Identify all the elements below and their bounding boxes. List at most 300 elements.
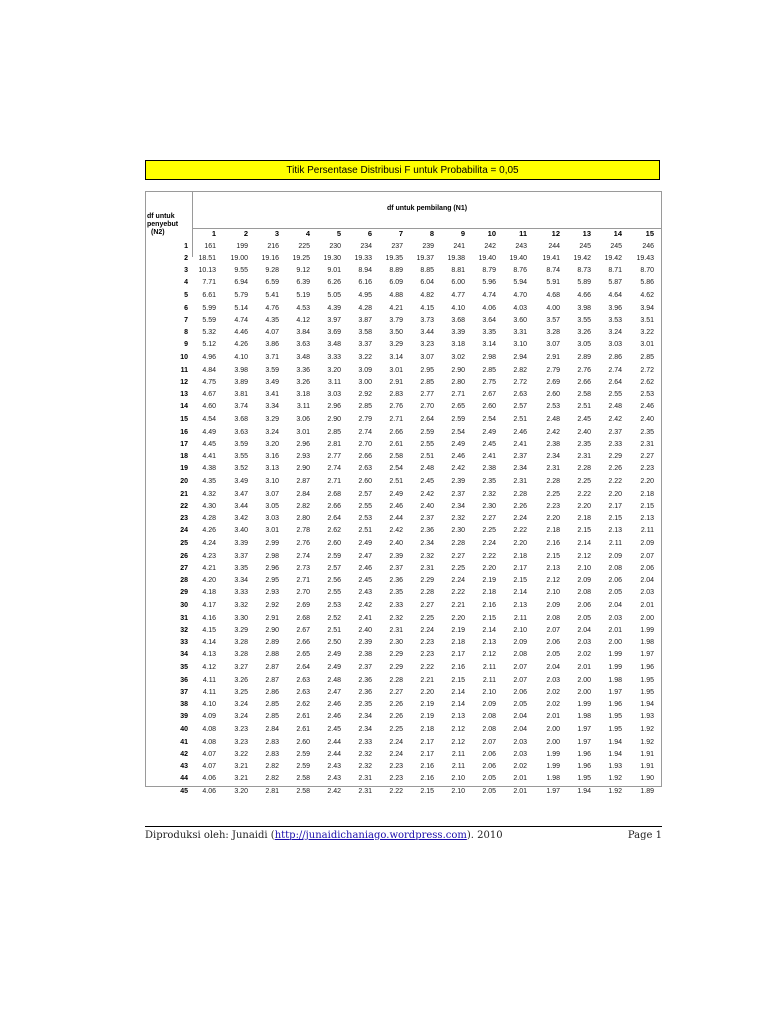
table-cell: 3.52 <box>234 465 248 473</box>
table-cell: 2.11 <box>608 539 622 547</box>
table-cell: 1.95 <box>608 725 622 733</box>
table-cell: 2.85 <box>265 713 279 721</box>
table-cell: 2.42 <box>546 429 560 436</box>
row-header: 8 <box>184 329 188 337</box>
table-cell: 2.09 <box>577 577 591 585</box>
table-cell: 2.58 <box>296 775 310 783</box>
column-header: 11 <box>519 229 527 238</box>
table-cell: 2.00 <box>546 739 560 746</box>
row-header: 26 <box>180 553 188 560</box>
table-cell: 2.40 <box>640 415 654 423</box>
table-cell: 2.06 <box>513 689 527 697</box>
table-cell: 2.27 <box>640 453 654 461</box>
table-cell: 2.37 <box>513 453 527 461</box>
table-cell: 2.22 <box>513 527 527 535</box>
table-cell: 2.31 <box>577 453 591 461</box>
table-cell: 3.97 <box>327 317 341 325</box>
table-cell: 2.46 <box>640 403 654 411</box>
table-cell: 2.40 <box>358 627 372 635</box>
table-cell: 2.28 <box>513 491 527 498</box>
table-cell: 3.63 <box>296 341 310 349</box>
table-cell: 2.19 <box>482 577 496 585</box>
table-cell: 2.22 <box>482 553 496 560</box>
table-cell: 2.26 <box>513 503 527 511</box>
row-header: 5 <box>184 291 188 299</box>
table-cell: 2.48 <box>420 465 434 473</box>
table-cell: 2.73 <box>296 565 310 573</box>
table-cell: 3.58 <box>358 329 372 337</box>
table-cell: 3.32 <box>234 601 248 609</box>
table-cell: 3.53 <box>608 317 622 325</box>
table-cell: 2.06 <box>577 601 591 609</box>
table-cell: 2.59 <box>296 763 310 771</box>
table-cell: 2.14 <box>513 589 527 597</box>
table-cell: 5.79 <box>234 291 248 299</box>
table-cell: 3.68 <box>451 317 465 325</box>
table-cell: 4.12 <box>296 317 310 325</box>
table-cell: 2.57 <box>513 403 527 411</box>
table-cell: 5.12 <box>202 341 216 349</box>
table-cell: 2.32 <box>451 515 465 523</box>
table-cell: 19.38 <box>447 255 465 263</box>
table-cell: 2.31 <box>358 775 372 783</box>
table-cell: 2.46 <box>389 503 403 511</box>
row-header: 45 <box>180 787 188 795</box>
table-cell: 2.67 <box>296 627 310 635</box>
table-cell: 2.30 <box>451 527 465 535</box>
table-cell: 4.24 <box>202 539 216 547</box>
row-header: 39 <box>180 713 188 721</box>
table-cell: 2.21 <box>420 677 434 684</box>
table-cell: 3.35 <box>234 565 248 573</box>
table-cell: 2.61 <box>296 713 310 721</box>
table-cell: 4.21 <box>202 565 216 573</box>
table-cell: 2.34 <box>358 713 372 721</box>
table-cell: 6.39 <box>296 279 310 287</box>
table-cell: 2.96 <box>265 565 279 573</box>
df-numerator-label: df untuk pembilang (N1) <box>386 205 468 212</box>
table-cell: 2.04 <box>513 713 527 721</box>
table-cell: 2.37 <box>358 663 372 671</box>
table-cell: 2.69 <box>296 601 310 609</box>
table-cell: 4.32 <box>202 491 216 498</box>
table-cell: 2.51 <box>513 415 527 423</box>
table-cell: 19.35 <box>385 255 403 263</box>
table-cell: 1.92 <box>640 739 654 746</box>
table-cell: 2.25 <box>577 477 591 485</box>
table-cell: 4.12 <box>202 663 216 671</box>
table-cell: 3.31 <box>513 329 527 337</box>
table-cell: 1.90 <box>640 775 654 783</box>
table-cell: 2.53 <box>327 601 341 609</box>
table-cell: 5.96 <box>482 279 496 287</box>
table-cell: 2.32 <box>358 751 372 759</box>
table-cell: 1.93 <box>608 763 622 771</box>
table-cell: 4.95 <box>358 291 372 299</box>
table-cell: 5.14 <box>234 305 248 312</box>
table-cell: 4.10 <box>451 305 465 312</box>
table-cell: 1.98 <box>608 677 622 684</box>
table-cell: 4.35 <box>202 477 216 485</box>
row-header: 31 <box>180 615 188 622</box>
table-cell: 3.30 <box>234 615 248 622</box>
table-cell: 3.33 <box>234 589 248 597</box>
table-cell: 2.35 <box>640 429 654 436</box>
table-cell: 2.14 <box>482 627 496 635</box>
table-cell: 6.59 <box>265 279 279 287</box>
table-cell: 3.29 <box>265 415 279 423</box>
table-cell: 2.66 <box>327 503 341 511</box>
table-cell: 1.94 <box>608 751 622 759</box>
column-header: 10 <box>487 229 496 238</box>
table-cell: 4.20 <box>202 577 216 585</box>
table-cell: 2.91 <box>546 353 560 361</box>
column-header: 3 <box>274 229 279 238</box>
table-cell: 2.16 <box>546 539 560 547</box>
table-cell: 2.27 <box>482 515 496 523</box>
table-cell: 244 <box>548 243 560 250</box>
table-cell: 2.85 <box>265 701 279 709</box>
row-header: 25 <box>180 539 188 547</box>
table-cell: 2.27 <box>420 601 434 609</box>
table-cell: 2.18 <box>577 515 591 523</box>
table-cell: 3.51 <box>640 317 654 325</box>
table-cell: 4.06 <box>202 787 216 795</box>
table-cell: 2.25 <box>451 565 465 573</box>
table-cell: 2.74 <box>358 429 372 436</box>
table-cell: 6.09 <box>389 279 403 287</box>
table-cell: 2.34 <box>546 453 560 461</box>
table-cell: 2.94 <box>513 353 527 361</box>
table-cell: 6.16 <box>358 279 372 287</box>
table-cell: 2.66 <box>358 453 372 461</box>
table-cell: 2.04 <box>546 663 560 671</box>
table-cell: 2.48 <box>546 415 560 423</box>
table-cell: 2.84 <box>296 491 310 498</box>
table-cell: 2.77 <box>327 453 341 461</box>
table-cell: 3.22 <box>640 329 654 337</box>
table-cell: 1.99 <box>577 701 591 709</box>
table-cell: 2.82 <box>265 763 279 771</box>
table-cell: 2.62 <box>640 379 654 387</box>
table-cell: 2.03 <box>577 639 591 647</box>
table-cell: 2.76 <box>577 367 591 374</box>
table-cell: 2.03 <box>608 615 622 622</box>
table-cell: 2.17 <box>608 503 622 511</box>
table-cell: 2.74 <box>608 367 622 374</box>
table-cell: 2.63 <box>296 677 310 684</box>
row-header: 21 <box>180 491 188 498</box>
table-cell: 5.19 <box>296 291 310 299</box>
table-cell: 2.82 <box>513 367 527 374</box>
row-header: 33 <box>180 639 188 647</box>
table-cell: 4.49 <box>202 429 216 436</box>
table-cell: 18.51 <box>198 255 216 263</box>
table-cell: 4.66 <box>577 291 591 299</box>
table-cell: 3.22 <box>358 353 372 361</box>
table-cell: 2.05 <box>513 701 527 709</box>
table-cell: 2.45 <box>482 441 496 449</box>
table-cell: 3.48 <box>327 341 341 349</box>
table-cell: 2.33 <box>389 601 403 609</box>
table-cell: 4.11 <box>202 677 216 684</box>
table-cell: 2.64 <box>608 379 622 387</box>
table-cell: 2.12 <box>451 725 465 733</box>
table-cell: 3.01 <box>296 429 310 436</box>
table-cell: 4.84 <box>202 367 216 374</box>
table-cell: 2.40 <box>389 539 403 547</box>
table-cell: 2.25 <box>420 615 434 622</box>
table-cell: 2.85 <box>420 379 434 387</box>
table-cell: 2.80 <box>296 515 310 523</box>
table-cell: 1.96 <box>640 663 654 671</box>
table-cell: 4.07 <box>202 763 216 771</box>
row-header: 41 <box>180 739 188 746</box>
table-cell: 19.40 <box>478 255 496 263</box>
table-cell: 2.83 <box>389 391 403 399</box>
table-cell: 2.22 <box>577 491 591 498</box>
table-cell: 2.95 <box>420 367 434 374</box>
table-cell: 4.41 <box>202 453 216 461</box>
table-cell: 2.39 <box>451 477 465 485</box>
table-cell: 2.54 <box>389 465 403 473</box>
table-cell: 3.50 <box>389 329 403 337</box>
table-cell: 2.10 <box>577 565 591 573</box>
table-cell: 2.23 <box>420 651 434 659</box>
column-header: 1 <box>211 229 216 238</box>
table-cell: 2.24 <box>451 577 465 585</box>
row-header: 14 <box>180 403 188 411</box>
table-cell: 3.11 <box>296 403 310 411</box>
footer-link[interactable]: http://junaidichaniago.wordpress.com <box>274 830 467 841</box>
table-cell: 1.97 <box>577 739 591 746</box>
table-cell: 4.03 <box>513 305 527 312</box>
table-cell: 2.03 <box>513 751 527 759</box>
table-cell: 2.09 <box>608 553 622 560</box>
table-cell: 3.47 <box>234 491 248 498</box>
row-header: 11 <box>180 367 188 374</box>
table-cell: 2.60 <box>482 403 496 411</box>
table-cell: 1.98 <box>546 775 560 783</box>
table-cell: 2.18 <box>640 491 654 498</box>
table-cell: 2.36 <box>358 677 372 684</box>
table-cell: 4.64 <box>608 291 622 299</box>
table-cell: 2.08 <box>546 615 560 622</box>
table-cell: 4.46 <box>234 329 248 337</box>
table-cell: 3.24 <box>608 329 622 337</box>
table-cell: 2.70 <box>358 441 372 449</box>
table-cell: 2.70 <box>420 403 434 411</box>
table-cell: 2.09 <box>546 601 560 609</box>
table-cell: 8.74 <box>546 267 560 275</box>
table-cell: 2.05 <box>482 775 496 783</box>
table-cell: 2.38 <box>546 441 560 449</box>
table-cell: 2.72 <box>513 379 527 387</box>
table-cell: 3.29 <box>234 627 248 635</box>
table-cell: 2.88 <box>265 651 279 659</box>
table-cell: 2.42 <box>389 527 403 535</box>
column-header: 9 <box>460 229 465 238</box>
table-cell: 2.23 <box>389 763 403 771</box>
table-cell: 2.55 <box>420 441 434 449</box>
table-cell: 2.90 <box>451 367 465 374</box>
table-cell: 2.46 <box>451 453 465 461</box>
row-header: 32 <box>180 627 188 635</box>
column-header: 13 <box>582 229 591 238</box>
row-header: 18 <box>180 453 188 461</box>
table-cell: 2.00 <box>608 639 622 647</box>
table-cell: 2.61 <box>296 725 310 733</box>
table-cell: 2.09 <box>513 639 527 647</box>
table-cell: 3.37 <box>358 341 372 349</box>
table-cell: 2.29 <box>389 651 403 659</box>
table-cell: 2.55 <box>327 589 341 597</box>
table-cell: 2.17 <box>420 739 434 746</box>
table-cell: 2.22 <box>451 589 465 597</box>
table-cell: 3.35 <box>482 329 496 337</box>
table-cell: 1.93 <box>640 713 654 721</box>
row-header: 34 <box>180 651 188 659</box>
table-cell: 4.06 <box>202 775 216 783</box>
table-cell: 2.46 <box>327 701 341 709</box>
table-cell: 3.21 <box>234 775 248 783</box>
table-cell: 19.41 <box>542 255 560 263</box>
table-cell: 4.10 <box>202 701 216 709</box>
table-cell: 4.08 <box>202 725 216 733</box>
column-header: 5 <box>336 229 341 238</box>
table-cell: 2.71 <box>451 391 465 399</box>
table-cell: 19.16 <box>261 255 279 263</box>
table-cell: 3.00 <box>358 379 372 387</box>
table-cell: 2.18 <box>482 589 496 597</box>
table-cell: 3.20 <box>234 787 248 795</box>
table-cell: 2.92 <box>265 601 279 609</box>
table-cell: 6.00 <box>451 279 465 287</box>
table-cell: 4.62 <box>640 291 654 299</box>
table-cell: 246 <box>642 243 654 250</box>
table-cell: 2.87 <box>265 677 279 684</box>
row-header: 9 <box>184 341 188 349</box>
table-cell: 3.07 <box>265 491 279 498</box>
table-cell: 2.58 <box>389 453 403 461</box>
table-cell: 2.10 <box>451 787 465 795</box>
table-cell: 2.10 <box>546 589 560 597</box>
table-cell: 2.28 <box>420 589 434 597</box>
table-cell: 19.42 <box>604 255 622 263</box>
df-denominator-label-line: penyebut <box>147 221 179 228</box>
table-cell: 1.95 <box>577 775 591 783</box>
table-cell: 2.50 <box>327 639 341 647</box>
table-cell: 2.34 <box>451 503 465 511</box>
table-cell: 2.74 <box>296 553 310 560</box>
table-cell: 2.81 <box>327 441 341 449</box>
table-cell: 3.23 <box>420 341 434 349</box>
table-cell: 4.18 <box>202 589 216 597</box>
table-cell: 2.99 <box>265 539 279 547</box>
table-cell: 2.85 <box>482 367 496 374</box>
table-cell: 2.26 <box>608 465 622 473</box>
table-cell: 4.53 <box>296 305 310 312</box>
table-cell: 2.01 <box>640 601 654 609</box>
table-cell: 2.78 <box>296 527 310 535</box>
table-cell: 4.13 <box>202 651 216 659</box>
table-cell: 1.89 <box>640 787 654 795</box>
table-cell: 2.62 <box>296 701 310 709</box>
table-cell: 2.66 <box>577 379 591 387</box>
table-cell: 4.60 <box>202 403 216 411</box>
table-cell: 2.91 <box>265 615 279 622</box>
table-cell: 1.92 <box>608 775 622 783</box>
table-cell: 1.96 <box>577 763 591 771</box>
table-cell: 3.10 <box>265 477 279 485</box>
table-cell: 2.53 <box>546 403 560 411</box>
table-cell: 2.03 <box>513 739 527 746</box>
table-cell: 3.86 <box>265 341 279 349</box>
table-cell: 2.20 <box>420 689 434 697</box>
table-cell: 2.06 <box>546 639 560 647</box>
table-cell: 3.57 <box>546 317 560 325</box>
footer-prefix: Diproduksi oleh: Junaidi ( <box>145 830 275 841</box>
table-cell: 2.07 <box>513 677 527 684</box>
table-cell: 2.71 <box>296 577 310 585</box>
table-cell: 2.28 <box>546 477 560 485</box>
table-cell: 2.20 <box>640 477 654 485</box>
table-cell: 3.55 <box>234 453 248 461</box>
table-cell: 2.48 <box>327 677 341 684</box>
table-cell: 4.39 <box>327 305 341 312</box>
table-cell: 2.20 <box>546 515 560 523</box>
table-cell: 2.84 <box>265 725 279 733</box>
table-cell: 3.03 <box>265 515 279 523</box>
table-cell: 2.00 <box>640 615 654 622</box>
table-cell: 1.99 <box>608 651 622 659</box>
table-cell: 2.12 <box>482 651 496 659</box>
table-cell: 1.95 <box>608 713 622 721</box>
table-cell: 2.57 <box>358 491 372 498</box>
table-cell: 2.31 <box>546 465 560 473</box>
table-cell: 3.74 <box>234 403 248 411</box>
table-cell: 2.31 <box>389 627 403 635</box>
table-cell: 2.23 <box>420 639 434 647</box>
table-cell: 2.11 <box>482 663 496 671</box>
table-cell: 2.25 <box>546 491 560 498</box>
table-cell: 4.74 <box>234 317 248 325</box>
table-cell: 2.05 <box>482 787 496 795</box>
table-cell: 2.54 <box>482 415 496 423</box>
table-cell: 8.70 <box>640 267 654 275</box>
table-cell: 19.43 <box>636 255 654 263</box>
table-cell: 2.38 <box>358 651 372 659</box>
table-cell: 2.16 <box>482 601 496 609</box>
table-cell: 239 <box>422 243 434 250</box>
table-cell: 3.13 <box>265 465 279 473</box>
table-cell: 8.94 <box>358 267 372 275</box>
table-cell: 2.49 <box>358 539 372 547</box>
table-cell: 2.01 <box>577 663 591 671</box>
table-cell: 2.55 <box>608 391 622 399</box>
table-cell: 1.98 <box>640 639 654 647</box>
table-cell: 2.53 <box>640 391 654 399</box>
table-cell: 2.66 <box>296 639 310 647</box>
footer-rule <box>145 826 662 827</box>
row-header: 4 <box>184 279 188 287</box>
table-cell: 2.35 <box>482 477 496 485</box>
table-cell: 2.12 <box>451 739 465 746</box>
footer-credit <box>145 830 503 841</box>
table-cell: 1.99 <box>608 663 622 671</box>
df-denominator-label-line: df untuk <box>147 213 175 220</box>
table-cell: 1.94 <box>577 787 591 795</box>
